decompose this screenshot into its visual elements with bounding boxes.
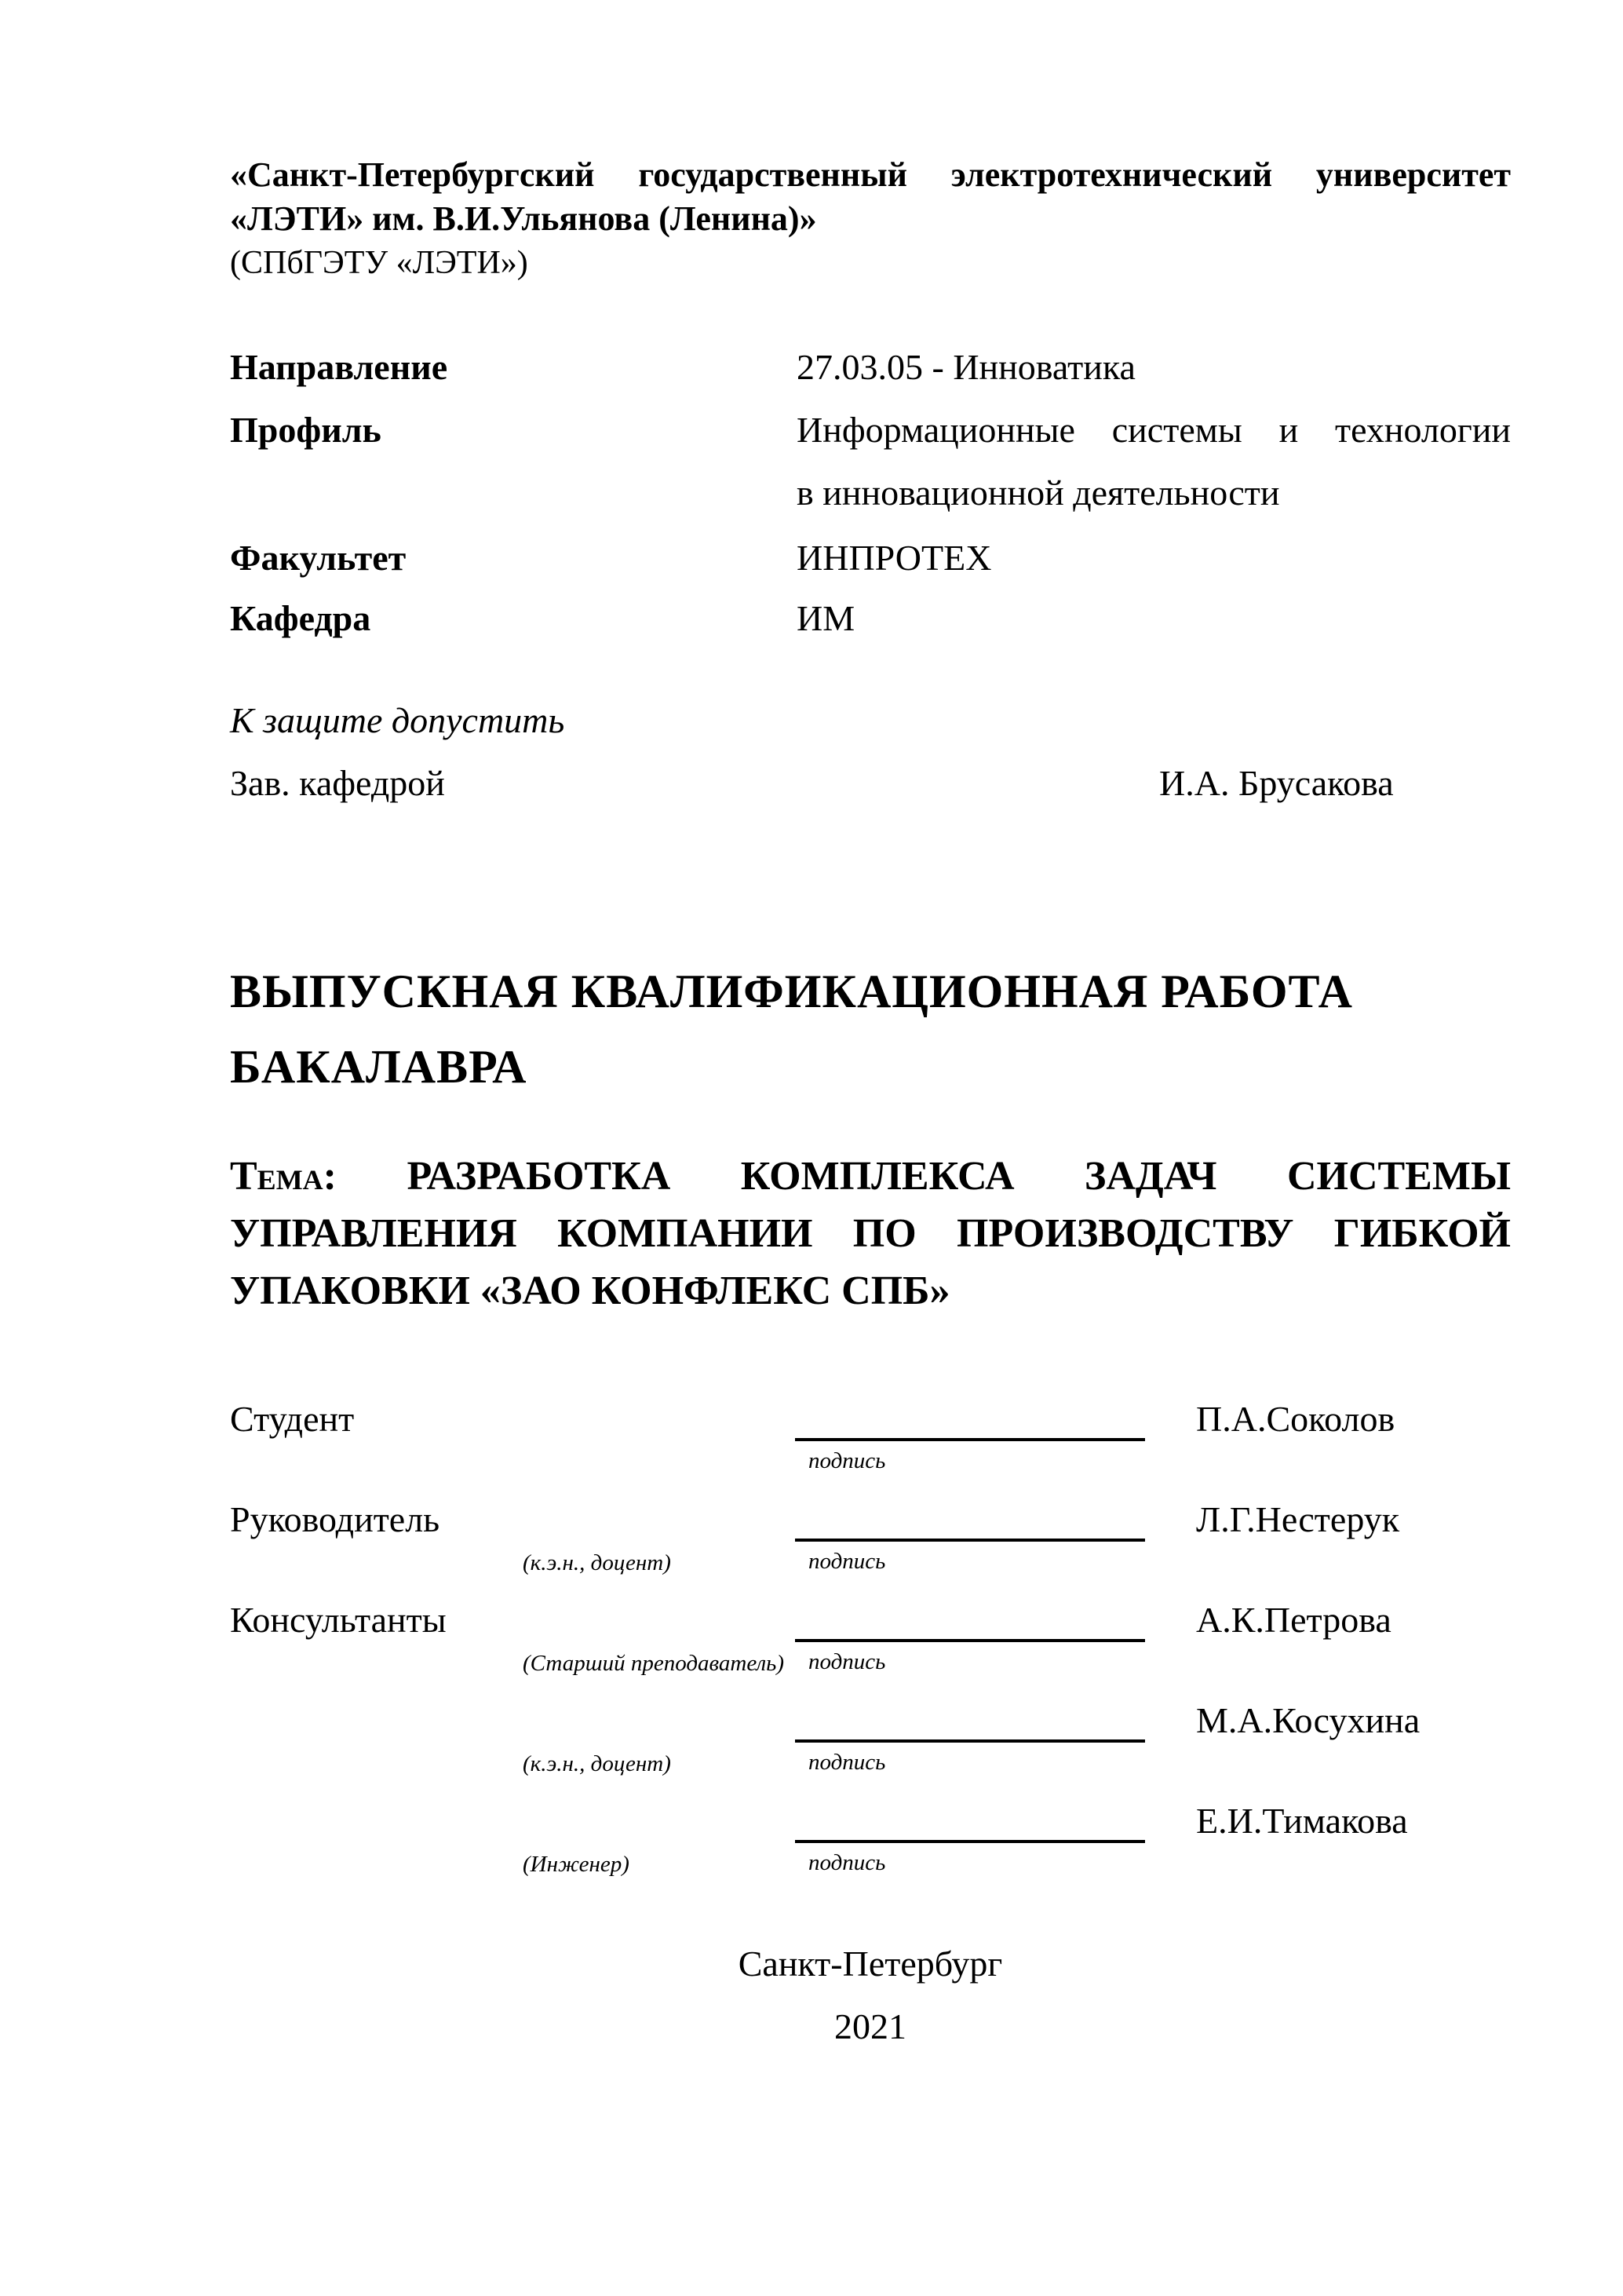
signature-line [795, 1539, 1145, 1542]
signature-line [795, 1840, 1145, 1843]
admission-block [230, 699, 1511, 805]
field-value-continuation: в инновационной деятельности [797, 473, 1280, 513]
signature-caption: подпись [808, 1750, 886, 1775]
signature-qualification: (к.э.н., доцент) [523, 1550, 671, 1575]
signature-name: А.К.Петрова [1196, 1600, 1391, 1640]
field-label: Направление [230, 347, 448, 387]
signature-qualification: (Инженер) [523, 1852, 629, 1877]
university-abbreviation: (СПбГЭТУ «ЛЭТИ») [230, 245, 528, 281]
theme-label: Тема: [230, 1154, 337, 1199]
signature-line [795, 1639, 1145, 1642]
department-head-row [230, 761, 1511, 805]
signature-name: П.А.Соколов [1196, 1399, 1395, 1439]
field-value: ИНПРОТЕХ [797, 538, 992, 578]
field-label: Профиль [230, 410, 381, 450]
footer-city: Санкт-Петербург [738, 1944, 1003, 1984]
signature-role: Консультанты [230, 1600, 447, 1640]
signature-line [795, 1739, 1145, 1743]
field-value: 27.03.05 - Инноватика [797, 347, 1136, 387]
signature-name: Е.И.Тимакова [1196, 1801, 1408, 1841]
signature-role: Студент [230, 1399, 355, 1439]
field-label: Факультет [230, 538, 407, 578]
thesis-title-line1: ВЫПУСКНАЯ КВАЛИФИКАЦИОННАЯ РАБОТА [230, 965, 1353, 1017]
theme-text-line1: РАЗРАБОТКА КОМПЛЕКСА ЗАДАЧ СИСТЕМЫ [407, 1154, 1512, 1199]
signature-row-consultant-2 [230, 1699, 1511, 1799]
thesis-title [230, 954, 1511, 1104]
theme-line2: УПРАВЛЕНИЯ КОМПАНИИ ПО ПРОИЗВОДСТВУ ГИБКОЙ [230, 1211, 1511, 1256]
university-header [230, 153, 1511, 285]
theme-paragraph [230, 1148, 1511, 1320]
signature-caption: подпись [808, 1549, 886, 1574]
department-head-name: И.А. Брусакова [1159, 763, 1394, 803]
signature-row-student [230, 1397, 1511, 1498]
footer-year: 2021 [834, 2006, 906, 2046]
signature-row-supervisor [230, 1498, 1511, 1598]
signature-qualification: (к.э.н., доцент) [523, 1751, 671, 1776]
signature-caption: подпись [808, 1448, 886, 1473]
field-value: Информационные системы и технологии [797, 410, 1511, 450]
signature-role: Руководитель [230, 1499, 440, 1539]
field-label: Кафедра [230, 598, 371, 638]
page-content [230, 0, 1511, 2296]
signature-name: Л.Г.Нестерук [1196, 1499, 1400, 1539]
signature-line [795, 1438, 1145, 1441]
signature-caption: подпись [808, 1649, 886, 1674]
signature-caption: подпись [808, 1850, 886, 1875]
university-name-line2: «ЛЭТИ» им. В.И.Ульянова (Ленина)» [230, 199, 817, 238]
field-value: ИМ [797, 598, 855, 638]
signature-row-consultant-3 [230, 1799, 1511, 1900]
signature-row-consultant-1 [230, 1598, 1511, 1699]
footer [230, 1933, 1511, 2058]
university-name-line1: «Санкт-Петербургский государственный электротехнический университет [230, 155, 1511, 194]
theme-line3: УПАКОВКИ «ЗАО КОНФЛЕКС СПБ» [230, 1268, 950, 1313]
signature-name: М.А.Косухина [1196, 1700, 1421, 1740]
admission-statement: К защите допустить [230, 700, 565, 740]
theme-line1 [230, 1148, 1511, 1205]
thesis-title-line2: БАКАЛАВРА [230, 1041, 527, 1093]
signature-qualification: (Старший преподаватель) [523, 1651, 784, 1676]
department-head-label: Зав. кафедрой [230, 763, 445, 803]
